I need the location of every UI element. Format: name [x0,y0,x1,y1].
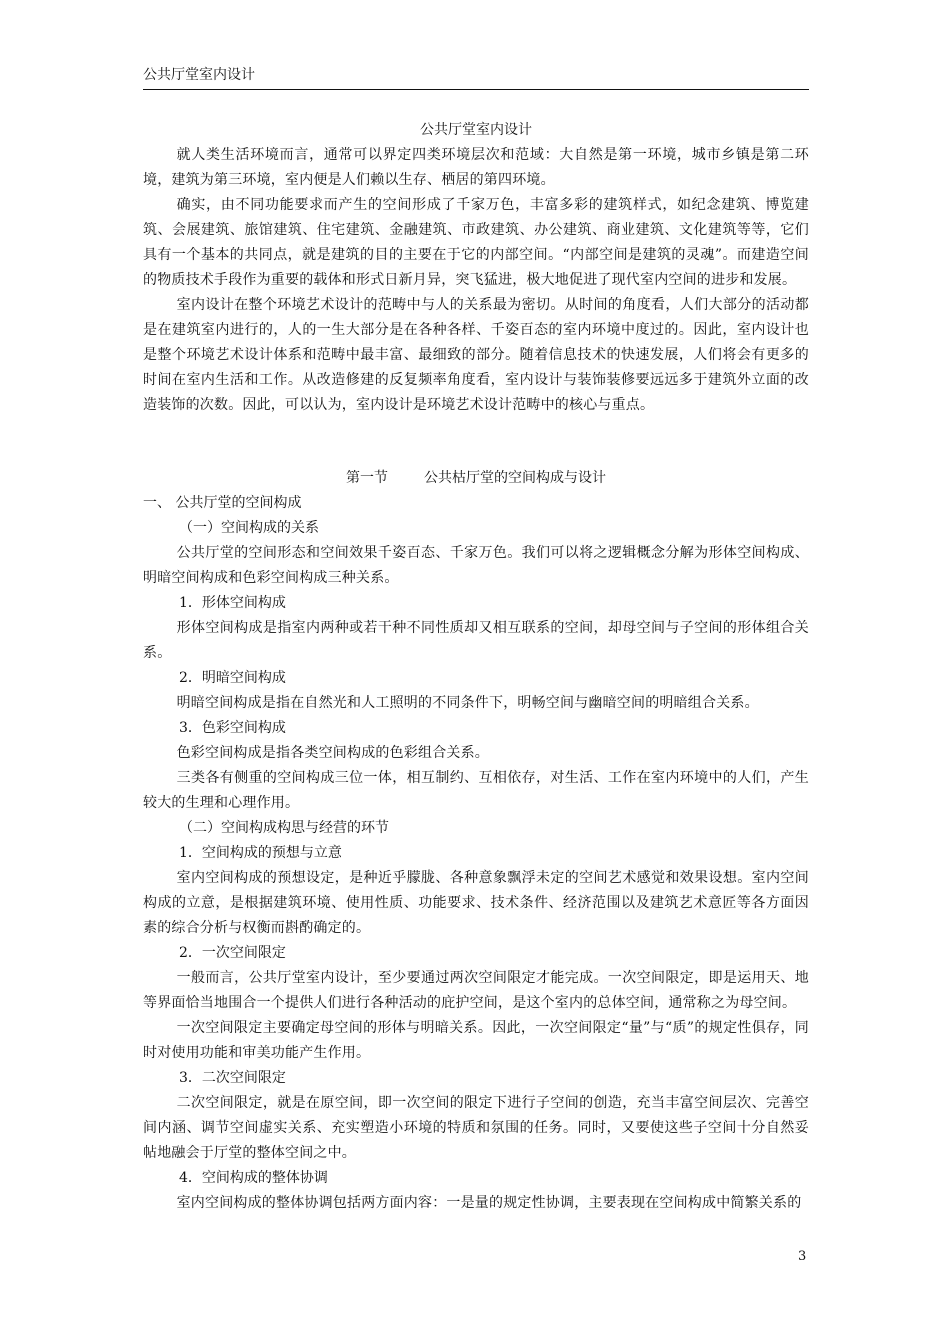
subsection-heading-1: （一）空间构成的关系 [179,520,319,536]
page-number: 3 [798,1249,807,1264]
intro-paragraph-2: 确实，由不同功能要求而产生的空间形成了千家万色，丰富多彩的建筑样式，如纪念建筑、博览建筑、会展建筑、旅馆建筑、住宅建筑、金融建筑、市政建筑、办公建筑、商业建筑、文化建筑等等，它们具有一个基本的共同点，就是建筑的目的主要在于它的内部空间。“内部空间是建筑的灵魂”。而建造空间的物质技术手段作为重要的载体和形式日新月异，突飞猛进，极大地促进了现代室内空间的进步和发展。 [143,197,809,288]
sub2-item-paragraph-3: 二次空间限定，就是在原空间，即一次空间的限定下进行子空间的创造，充当丰富空间层次、完善空间内涵、调节空间虚实关系、充实塑造小环境的特质和氛围的任务。同时，又要使这些子空间十分自然妥帖地融会于厅堂的整体空间之中。 [143,1095,809,1161]
document-body [143,118,809,1216]
heading-level-1: 一、 公共厅堂的空间构成 [143,495,302,511]
sub2-item-heading-1: 1．空间构成的预想与立意 [179,845,342,861]
subsection-heading-2: （二）空间构成构思与经营的环节 [179,820,389,836]
item-paragraph-3: 色彩空间构成是指各类空间构成的色彩组合关系。 [176,745,489,761]
document-title: 公共厅堂室内设计 [420,122,532,138]
sub2-item-heading-2: 2．一次空间限定 [179,945,286,961]
intro-paragraph-3: 室内设计在整个环境艺术设计的范畴中与人的关系最为密切。从时间的角度看，人们大部分的活动都是在建筑室内进行的，人的一生大部分是在各种各样、千姿百态的室内环境中度过的。因此，室内设计也是整个环境艺术设计体系和范畴中最丰富、最细致的部分。随着信息技术的快速发展，人们将会有更多的时间在室内生活和工作。从改造修建的反复频率角度看，室内设计与装饰装修要远远多于建筑外立面的改造装饰的次数。因此，可以认为，室内设计是环境艺术设计范畴中的核心与重点。 [143,297,809,413]
running-header: 公共厅堂室内设计 [143,66,809,90]
item-heading-1: 1．形体空间构成 [179,595,286,611]
item-heading-2: 2．明暗空间构成 [179,670,286,686]
sub2-item-paragraph-1: 室内空间构成的预想设定，是种近乎朦胧、各种意象飘浮未定的空间艺术感觉和效果设想。室内空间构成的立意，是根据建筑环境、使用性质、功能要求、技术条件、经济范围以及建筑艺术意匠等各方面因素的综合分析与权衡而斟酌确定的。 [143,870,809,936]
sub2-item-paragraph-2a: 一般而言，公共厅堂室内设计，至少要通过两次空间限定才能完成。一次空间限定，即是运用天、地等界面恰当地围合一个提供人们进行各种活动的庇护空间，是这个室内的总体空间，通常称之为母空间。 [143,970,809,1011]
sub2-item-paragraph-4: 室内空间构成的整体协调包括两方面内容：一是量的规定性协调，主要表现在空间构成中简繁关系的 [176,1195,802,1211]
subsection-1-paragraph: 公共厅堂的空间形态和空间效果千姿百态、千家万色。我们可以将之逻辑概念分解为形体空间构成、明暗空间构成和色彩空间构成三种关系。 [143,545,809,586]
item-heading-3: 3．色彩空间构成 [179,720,286,736]
sub2-item-paragraph-2b: 一次空间限定主要确定母空间的形体与明暗关系。因此，一次空间限定“量”与“质”的规定性俱存，同时对使用功能和审美功能产生作用。 [143,1020,809,1061]
sub2-item-heading-4: 4．空间构成的整体协调 [179,1170,328,1186]
item-paragraph-2: 明暗空间构成是指在自然光和人工照明的不同条件下，明畅空间与幽暗空间的明暗组合关系。 [176,695,759,711]
intro-paragraph-1: 就人类生活环境而言，通常可以界定四类环境层次和范域：大自然是第一环境，城市乡镇是第二环境，建筑为第三环境，室内便是人们赖以生存、栖居的第四环境。 [143,147,809,188]
section-title-text: 公共枯厅堂的空间构成与设计 [424,470,606,486]
section-heading [143,466,809,491]
section-number: 第一节 [346,470,388,486]
sub2-item-heading-3: 3．二次空间限定 [179,1070,286,1086]
subsection-1-summary: 三类各有侧重的空间构成三位一体，相互制约、互相依存，对生活、工作在室内环境中的人们，产生较大的生理和心理作用。 [143,770,809,811]
item-paragraph-1: 形体空间构成是指室内两种或若干种不同性质却又相互联系的空间，却母空间与子空间的形体组合关系。 [143,620,809,661]
